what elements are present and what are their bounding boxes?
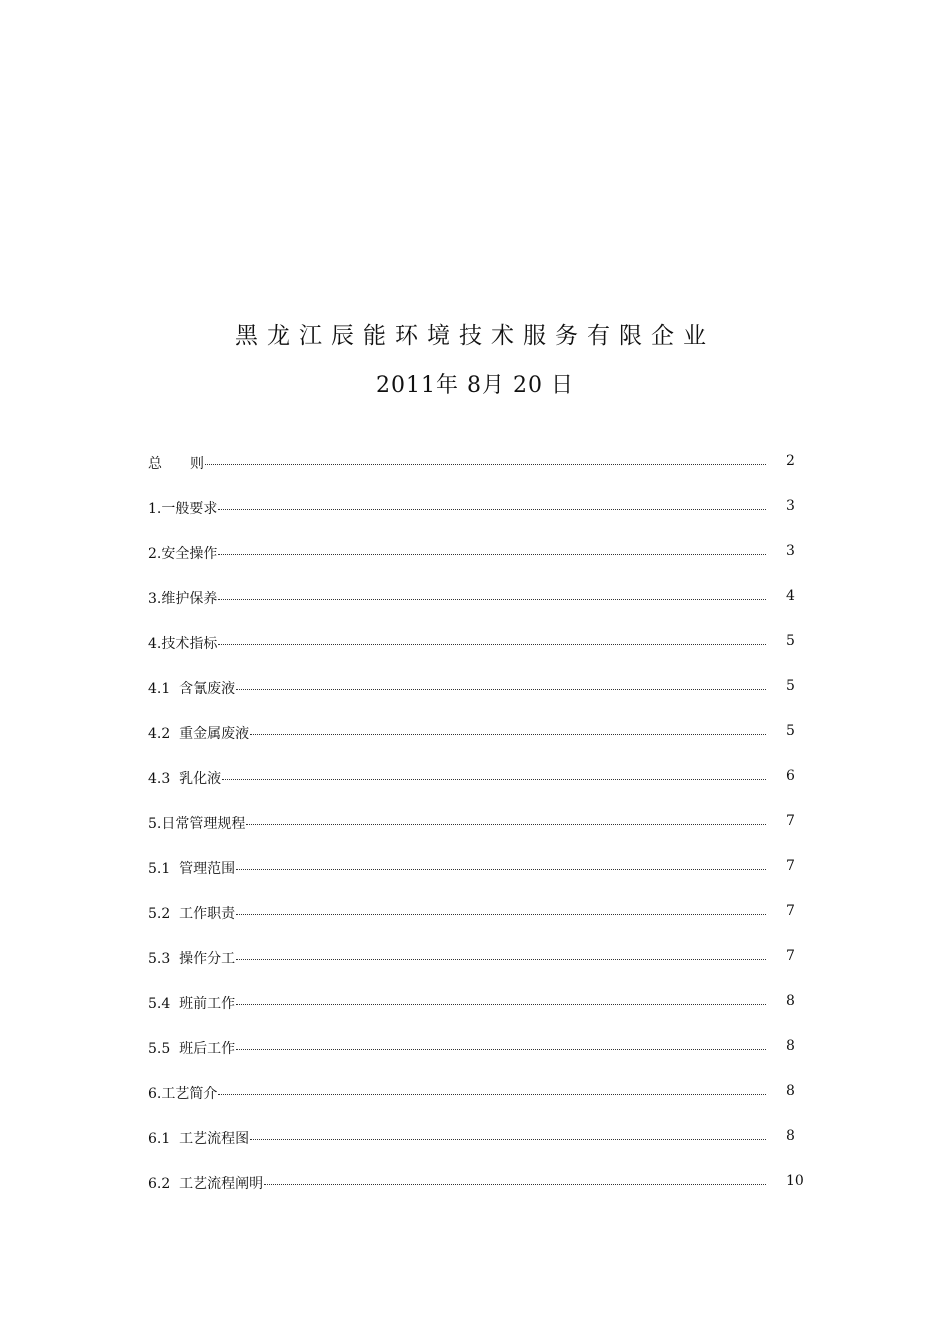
toc-entry-page: 5	[786, 723, 795, 739]
toc-leader-dots	[218, 554, 766, 555]
toc-leader-dots	[236, 1049, 766, 1050]
toc-leader-dots	[218, 1094, 766, 1095]
toc-leader-dots	[236, 869, 766, 870]
company-name: 黑龙江辰能环境技术服务有限企业	[235, 323, 715, 349]
toc-entry-title: 2.安全操作	[148, 546, 218, 562]
toc-entry-page: 4	[786, 588, 795, 604]
toc-entry-2[interactable]	[148, 539, 808, 584]
toc-entry-page: 10	[786, 1173, 804, 1189]
toc-entry-5-4[interactable]	[148, 989, 808, 1034]
toc-entry-title: 5.2 工作职责	[148, 906, 236, 922]
toc-leader-dots	[222, 779, 766, 780]
toc-entry-page: 3	[786, 543, 795, 559]
toc-leader-dots	[218, 644, 766, 645]
toc-entry-title: 5.5 班后工作	[148, 1041, 236, 1057]
toc-entry-page: 7	[786, 948, 795, 964]
toc-entry-page: 8	[786, 993, 795, 1009]
toc-leader-dots	[236, 1004, 766, 1005]
toc-leader-dots	[236, 689, 766, 690]
toc-entry-page: 7	[786, 813, 795, 829]
toc-entry-title: 4.2 重金属废液	[148, 726, 250, 742]
toc-leader-dots	[236, 914, 766, 915]
toc-leader-dots	[218, 599, 766, 600]
toc-leader-dots	[218, 509, 766, 510]
toc-entry-title: 3.维护保养	[148, 591, 218, 607]
toc-entry-title: 6.工艺简介	[148, 1086, 218, 1102]
toc-entry-general[interactable]	[148, 449, 808, 494]
toc-entry-page: 3	[786, 498, 795, 514]
toc-entry-page: 5	[786, 633, 795, 649]
toc-entry-6[interactable]	[148, 1079, 808, 1124]
toc-entry-4-1[interactable]	[148, 674, 808, 719]
toc-entry-title: 5.4 班前工作	[148, 996, 236, 1012]
toc-leader-dots	[250, 734, 766, 735]
toc-entry-5-3[interactable]	[148, 944, 808, 989]
toc-entry-page: 5	[786, 678, 795, 694]
toc-entry-5-1[interactable]	[148, 854, 808, 899]
toc-entry-title: 6.1 工艺流程图	[148, 1131, 250, 1147]
toc-entry-title: 5.1 管理范围	[148, 861, 236, 877]
toc-entry-title: 5.日常管理规程	[148, 816, 246, 832]
toc-entry-6-1[interactable]	[148, 1124, 808, 1169]
toc-entry-page: 7	[786, 903, 795, 919]
toc-entry-5-5[interactable]	[148, 1034, 808, 1079]
toc-entry-title: 5.3 操作分工	[148, 951, 236, 967]
toc-entry-5[interactable]	[148, 809, 808, 854]
toc-leader-dots	[246, 824, 766, 825]
toc-entry-title: 4.3 乳化液	[148, 771, 222, 787]
toc-entry-page: 2	[786, 453, 795, 469]
toc-entry-page: 8	[786, 1038, 795, 1054]
toc-entry-title: 6.2 工艺流程阐明	[148, 1176, 264, 1192]
toc-leader-dots	[250, 1139, 766, 1140]
toc-entry-4-2[interactable]	[148, 719, 808, 764]
toc-entry-5-2[interactable]	[148, 899, 808, 944]
toc-entry-4-3[interactable]	[148, 764, 808, 809]
toc-entry-3[interactable]	[148, 584, 808, 629]
toc-entry-title: 4.1 含氰废液	[148, 681, 236, 697]
table-of-contents	[148, 449, 808, 1214]
toc-entry-page: 8	[786, 1128, 795, 1144]
toc-entry-page: 7	[786, 858, 795, 874]
toc-leader-dots	[264, 1184, 766, 1185]
toc-entry-page: 8	[786, 1083, 795, 1099]
toc-leader-dots	[205, 464, 766, 465]
toc-entry-title: 4.技术指标	[148, 636, 218, 652]
toc-entry-6-2[interactable]	[148, 1169, 808, 1214]
toc-entry-title: 1.一般要求	[148, 501, 218, 517]
toc-entry-title: 总 则	[148, 456, 204, 472]
toc-entry-4[interactable]	[148, 629, 808, 674]
document-date: 2011年 8月 20 日	[376, 373, 574, 398]
toc-entry-page: 6	[786, 768, 795, 784]
toc-entry-1[interactable]	[148, 494, 808, 539]
toc-leader-dots	[236, 959, 766, 960]
